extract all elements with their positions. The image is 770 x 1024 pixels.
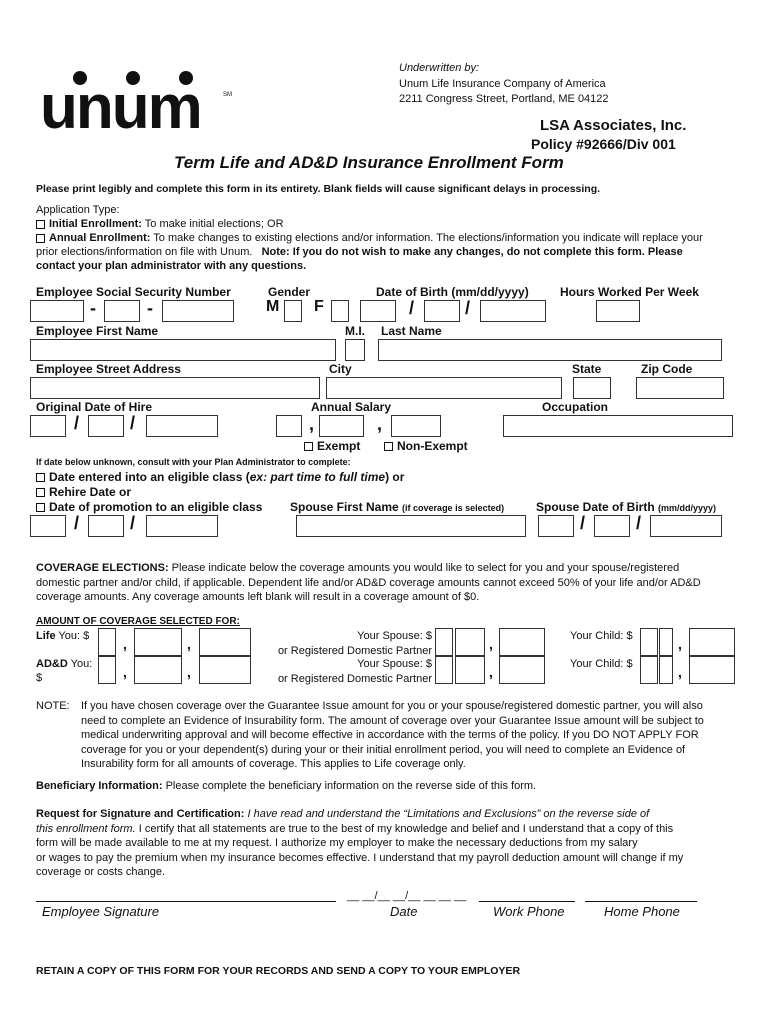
gender-m-label: M <box>266 298 280 315</box>
hire-year-input[interactable] <box>146 415 218 437</box>
annual-enrollment-checkbox[interactable] <box>36 234 45 243</box>
life-spouse-units-input[interactable] <box>499 628 545 656</box>
salary-units-input[interactable] <box>391 415 441 437</box>
dob-day-input[interactable] <box>424 300 460 322</box>
exempt-checkbox[interactable] <box>304 442 313 451</box>
dob-month-input[interactable] <box>360 300 396 322</box>
nonexempt-option[interactable]: Non-Exempt <box>384 439 468 453</box>
life-spouse-comma: , <box>489 636 493 652</box>
eligible-month-input[interactable] <box>30 515 66 537</box>
first-name-label: Employee First Name <box>36 324 159 338</box>
spouse-first-label: Spouse First Name (if coverage is selected) <box>290 500 505 514</box>
gender-m-box[interactable] <box>284 300 302 322</box>
eligible-year-input[interactable] <box>146 515 218 537</box>
add-child-comma: , <box>678 664 682 680</box>
life-child-thousands-input[interactable] <box>640 628 658 656</box>
eligible-day-input[interactable] <box>88 515 124 537</box>
life-child-comma: , <box>678 636 682 652</box>
last-name-label: Last Name <box>381 324 442 338</box>
add-child-hundreds-input[interactable] <box>659 656 673 684</box>
spouse-first-input[interactable] <box>296 515 526 537</box>
add-spouse-hundreds-input[interactable] <box>455 656 485 684</box>
add-spouse-thousands-input[interactable] <box>435 656 453 684</box>
add-you-hundreds-input[interactable] <box>134 656 182 684</box>
application-type-label: Application Type: <box>36 204 120 216</box>
zip-input[interactable] <box>636 377 724 399</box>
state-input[interactable] <box>573 377 611 399</box>
form-title: Term Life and AD&D Insurance Enrollment Form <box>174 153 564 172</box>
street-input[interactable] <box>30 377 320 399</box>
add-dollar: $ <box>36 672 43 684</box>
salary-comma: , <box>309 414 315 434</box>
spouse-dob-day-input[interactable] <box>594 515 630 537</box>
salary-thousands-input[interactable] <box>276 415 302 437</box>
add-child-label: Your Child: $ <box>570 658 633 670</box>
life-you-thousands-input[interactable] <box>98 628 116 656</box>
spouse-dob-month-input[interactable] <box>538 515 574 537</box>
initial-enrollment-checkbox[interactable] <box>36 220 45 229</box>
gender-f-label: F <box>314 298 324 315</box>
dob-year-input[interactable] <box>480 300 546 322</box>
state-label: State <box>572 362 602 376</box>
life-you-comma: , <box>187 636 191 652</box>
beneficiary-info: Beneficiary Information: Please complete the beneficiary information on the reverse side of this form. <box>36 780 537 792</box>
home-phone-line[interactable] <box>585 901 697 902</box>
gender-f-box[interactable] <box>331 300 349 322</box>
eligible-class-checkbox[interactable] <box>36 473 45 482</box>
life-child-units-input[interactable] <box>689 628 735 656</box>
city-label: City <box>329 362 352 376</box>
ssn-serial-input[interactable] <box>162 300 234 322</box>
last-name-input[interactable] <box>378 339 722 361</box>
dob-slash: / <box>465 298 471 318</box>
signature-label: Employee Signature <box>42 904 160 919</box>
annual-enrollment-option[interactable]: Annual Enrollment: To make changes to existing elections and/or information. The elections/information you indicate will replace your <box>36 231 746 246</box>
ssn-dash: - <box>147 298 153 318</box>
mi-label: M.I. <box>345 324 365 338</box>
add-you-comma: , <box>187 664 191 680</box>
add-spouse-comma: , <box>489 664 493 680</box>
dob-slash: / <box>409 298 415 318</box>
add-you-thousands-input[interactable] <box>98 656 116 684</box>
eligible-slash: / <box>74 513 80 533</box>
signature-certification: Request for Signature and Certification: I have read and understand the “Limitations and Exclusions” on the reverse side of this enrollment form. I certify that all statements are true to the best of my knowledge and belief and I understand that a copy of this form will be made available to me at my request. I authorize my employer to make the necessary deductions from my salary or wages to pay the premium when my insurance becomes effective. I understand that my payroll deduction amount will change if my coverage or costs change. <box>36 808 684 878</box>
rehire-checkbox[interactable] <box>36 488 45 497</box>
date-label: Date <box>390 904 418 919</box>
ssn-label: Employee Social Security Number <box>36 285 231 299</box>
amount-header: AMOUNT OF COVERAGE SELECTED FOR: <box>36 616 240 627</box>
note-label: NOTE: <box>36 700 70 712</box>
zip-label: Zip Code <box>641 362 693 376</box>
life-you-comma: , <box>123 636 127 652</box>
employer-name: LSA Associates, Inc. <box>540 117 687 134</box>
life-you-label: Life You: $ <box>36 630 90 642</box>
salary-comma: , <box>377 414 383 434</box>
first-name-input[interactable] <box>30 339 336 361</box>
nonexempt-checkbox[interactable] <box>384 442 393 451</box>
add-you-label: AD&D You: <box>36 658 93 670</box>
work-phone-label: Work Phone <box>493 904 565 919</box>
logo-service-mark: SM <box>223 92 232 98</box>
hours-label: Hours Worked Per Week <box>560 285 699 299</box>
spouse-dob-label: Spouse Date of Birth (mm/dd/yyyy) <box>536 500 717 514</box>
coverage-elections-text: COVERAGE ELECTIONS: Please indicate below the coverage amounts you would like to select for you and your spouse/registered domestic partner and/or child, if applicable. Dependent life and/or AD&D coverage amounts cannot exceed 50% of your life and/or AD&D coverage amounts. Any coverage amounts left blank will result in a coverage amount of $0. <box>36 562 701 603</box>
mi-input[interactable] <box>345 339 365 361</box>
eligible-slash: / <box>130 513 136 533</box>
eligible-note: If date below unknown, consult with your Plan Administrator to complete: <box>36 457 351 467</box>
occupation-label: Occupation <box>542 400 609 414</box>
salary-hundreds-input[interactable] <box>319 415 364 437</box>
life-spouse-hundreds-input[interactable] <box>455 628 485 656</box>
hire-day-input[interactable] <box>88 415 124 437</box>
hire-slash: / <box>130 413 136 433</box>
add-child-thousands-input[interactable] <box>640 656 658 684</box>
life-you-hundreds-input[interactable] <box>134 628 182 656</box>
unum-logo <box>40 70 235 140</box>
rehire-option[interactable]: Rehire Date or <box>36 485 131 499</box>
life-spouse-label: Your Spouse: $ or Registered Domestic Partner <box>277 630 432 657</box>
spouse-dob-slash: / <box>636 513 642 533</box>
add-you-comma: , <box>123 664 127 680</box>
eligible-class-option[interactable]: Date entered into an eligible class (ex: part time to full time) or <box>36 470 404 484</box>
logo-wordmark: unum <box>40 73 201 140</box>
spouse-dob-slash: / <box>580 513 586 533</box>
salary-label: Annual Salary <box>311 400 392 414</box>
ssn-area-input[interactable] <box>30 300 84 322</box>
underwriter-company: Unum Life Insurance Company of America <box>399 78 606 90</box>
life-child-hundreds-input[interactable] <box>659 628 673 656</box>
policy-number: Policy #92666/Div 001 <box>531 136 676 152</box>
promotion-checkbox[interactable] <box>36 503 45 512</box>
spouse-dob-year-input[interactable] <box>650 515 722 537</box>
underwriter-address: 2211 Congress Street, Portland, ME 04122 <box>399 93 609 105</box>
note-text: If you have chosen coverage over the Guarantee Issue amount for you or your spouse/registered domestic partner, you will also need to complete an Evidence of Insurability form. The amount of coverage over your Guarantee Issue amount will be subject to medical underwriting approval and will become effective in accordance with the terms of the policy. If you DO NOT APPLY FOR coverage for you or your dependent(s) during your or their initial enrollment period, you will need to complete an Evidence of Insurability form for all amounts of coverage. This applies to Life coverage only. <box>81 700 704 770</box>
ssn-group-input[interactable] <box>104 300 140 322</box>
add-you-units-input[interactable] <box>199 656 251 684</box>
hire-slash: / <box>74 413 80 433</box>
promotion-option[interactable]: Date of promotion to an eligible class <box>36 500 262 514</box>
street-label: Employee Street Address <box>36 362 181 376</box>
work-phone-line[interactable] <box>479 901 575 902</box>
hours-input[interactable] <box>596 300 640 322</box>
footer-instruction: RETAIN A COPY OF THIS FORM FOR YOUR RECORDS AND SEND A COPY TO YOUR EMPLOYER <box>36 965 521 977</box>
initial-enrollment-option[interactable]: Initial Enrollment: To make initial elections; OR <box>36 217 284 232</box>
hire-label: Original Date of Hire <box>36 400 153 414</box>
life-you-units-input[interactable] <box>199 628 251 656</box>
add-spouse-label: Your Spouse: $ or Registered Domestic Partner <box>277 658 432 685</box>
annual-enrollment-note-2: contact your plan administrator with any questions. <box>36 260 307 272</box>
signature-line[interactable] <box>36 901 336 902</box>
ssn-dash: - <box>90 298 96 318</box>
home-phone-label: Home Phone <box>604 904 680 919</box>
underwriter-label: Underwritten by: <box>399 62 480 74</box>
dob-label: Date of Birth (mm/dd/yyyy) <box>376 285 529 299</box>
annual-enrollment-text-2: prior elections/information on file with Unum. Note: If you do not wish to make any changes, do not complete this form. Please <box>36 246 683 258</box>
hire-month-input[interactable] <box>30 415 66 437</box>
gender-label: Gender <box>268 285 311 299</box>
city-input[interactable] <box>326 377 562 399</box>
date-blank[interactable]: __ __/__ __/__ __ __ __ <box>347 890 467 902</box>
occupation-input[interactable] <box>503 415 733 437</box>
instructions: Please print legibly and complete this form in its entirety. Blank fields will cause significant delays in processing. <box>36 183 601 195</box>
life-spouse-thousands-input[interactable] <box>435 628 453 656</box>
life-child-label: Your Child: $ <box>570 630 633 642</box>
add-spouse-units-input[interactable] <box>499 656 545 684</box>
add-child-units-input[interactable] <box>689 656 735 684</box>
exempt-option[interactable]: Exempt <box>304 439 360 453</box>
